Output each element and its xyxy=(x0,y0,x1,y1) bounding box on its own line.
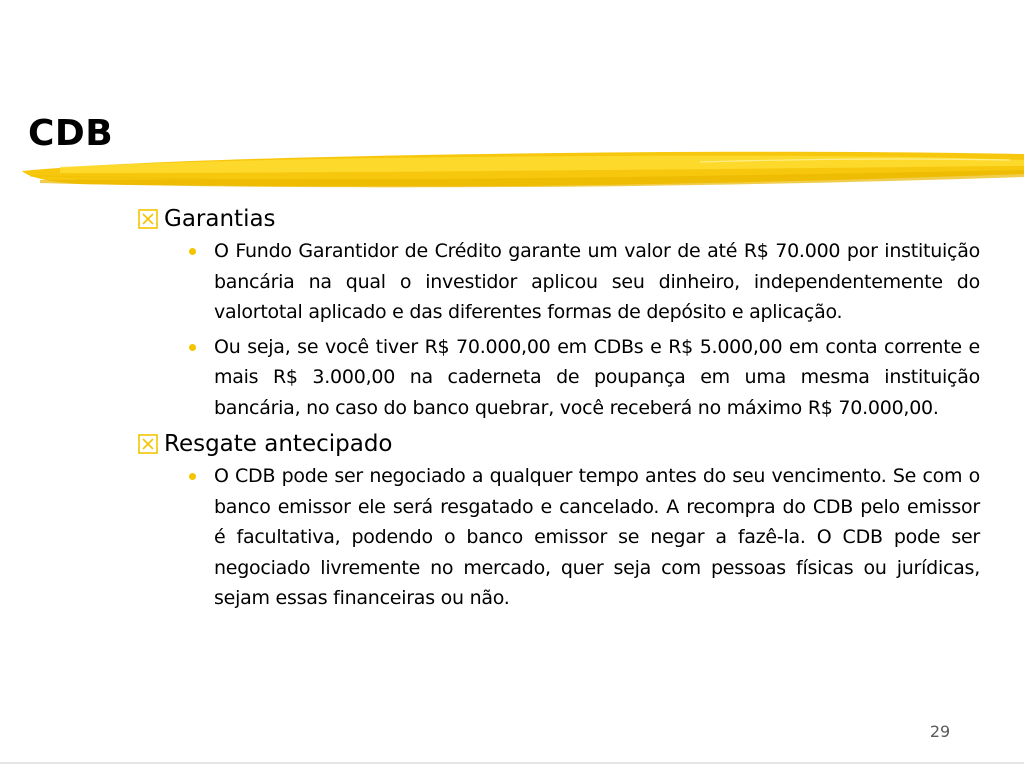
bullet-dot-icon xyxy=(189,248,196,255)
yellow-brush-stroke xyxy=(0,140,1024,200)
section-heading-label: Garantias xyxy=(164,206,276,232)
bottom-divider xyxy=(0,762,1024,764)
list-item xyxy=(138,236,980,328)
checkbox-x-icon xyxy=(138,434,158,454)
checkbox-x-icon xyxy=(138,209,158,229)
bullet-list xyxy=(138,236,980,423)
section-heading-garantias xyxy=(138,204,980,234)
page-number: 29 xyxy=(929,722,951,741)
section-heading-resgate-antecipado xyxy=(138,429,980,459)
section-heading-label: Resgate antecipado xyxy=(164,431,393,457)
list-item xyxy=(138,461,980,614)
bullet-dot-icon xyxy=(189,344,196,351)
bullet-dot-icon xyxy=(189,473,196,480)
slide-content xyxy=(138,204,980,620)
slide-title: CDB xyxy=(28,113,114,154)
list-item-text: O Fundo Garantidor de Crédito garante um valor de até R$ 70.000 por instituição bancária na qual o investidor aplicou seu dinheiro, independentemente do valortotal aplicado e das diferentes formas de depósito e aplicação. xyxy=(214,240,980,323)
list-item-text: Ou seja, se você tiver R$ 70.000,00 em CDBs e R$ 5.000,00 em conta corrente e mais R$ 3.000,00 na caderneta de poupança em uma mesma instituição bancária, no caso do banco quebrar, você receberá no máximo R$ 70.000,00. xyxy=(214,335,980,419)
list-item xyxy=(138,332,980,424)
list-item-text: O CDB pode ser negociado a qualquer tempo antes do seu vencimento. Se com o banco emissor ele será resgatado e cancelado. A recompra do CDB pelo emissor é facultativa, podendo o banco emissor se negar a fazê-la. O CDB pode ser negociado livremente no mercado, quer seja com pessoas físicas ou jurídicas, sejam essas financeiras ou não. xyxy=(214,465,980,609)
bullet-list xyxy=(138,461,980,614)
